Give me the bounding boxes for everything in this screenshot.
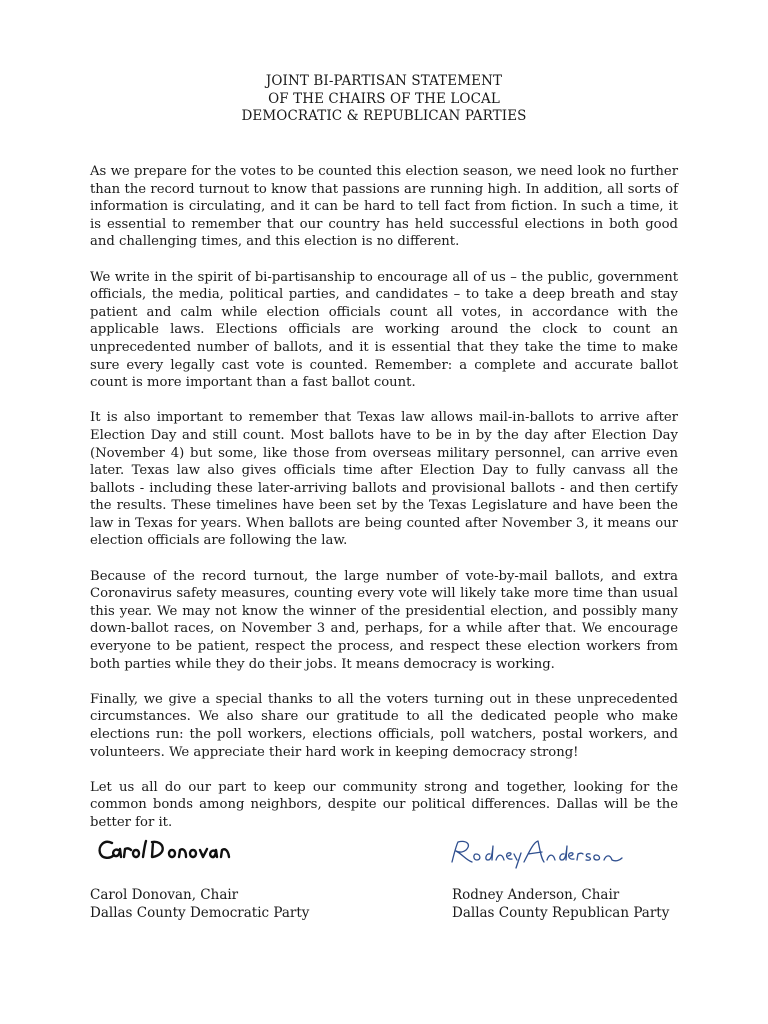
signer-left-organization: Dallas County Democratic Party [90, 905, 310, 921]
title-line-1: JOINT BI-PARTISAN STATEMENT [265, 73, 503, 89]
signer-right-name: Rodney Anderson, Chair [452, 887, 620, 903]
signer-right-organization: Dallas County Republican Party [452, 905, 670, 921]
statement-title [0, 73, 768, 126]
signer-left-name: Carol Donovan, Chair [90, 887, 239, 903]
paragraph-record-turnout: Because of the record turnout, the large number of vote-by-mail ballots, and extra Coronavirus safety measures, counting every vote will likely take more time than usual this year. We may not know the winner of the presidential election, and possibly many down-ballot races, on November 3 and, perhaps, for a while after that. We encourage everyone to be patient, respect the process, and respect these election workers from both parties while they do their jobs. It means democracy is working. [90, 568, 678, 672]
paragraph-bipartisanship: We write in the spirit of bi-partisanship to encourage all of us – the public, government officials, the media, political parties, and candidates – to take a deep breath and stay patient and calm while election officials count all votes, in accordance with the applicable laws. Elections officials are working around the clock to count an unprecedented number of ballots, and it is essential that they take the time to make sure every legally cast vote is counted. Remember: a complete and accurate ballot count is more important than a fast ballot count. [90, 269, 678, 391]
signer-left [90, 886, 309, 922]
signature-rodney-anderson [446, 836, 626, 870]
paragraph-intro: As we prepare for the votes to be counted this election season, we need look no further than the record turnout to know that passions are running high. In addition, all sorts of information is circulating, and it can be hard to tell fact from fiction. In such a time, it is essential to remember that our country has held successful elections in both good and challenging times, and this election is no different. [90, 164, 678, 250]
paragraph-thanks: Finally, we give a special thanks to all the voters turning out in these unprecedented circumstances. We also share our gratitude to all the dedicated people who make elections run: the poll workers, elections officials, poll watchers, postal workers, and volunteers. We appreciate their hard work in keeping democracy strong! [90, 691, 678, 760]
signature-left-image [96, 836, 236, 866]
signature-carol-donovan [96, 836, 236, 866]
statement-body [90, 163, 678, 832]
signature-right-image [446, 836, 626, 870]
paragraph-closing: Let us all do our part to keep our community strong and together, looking for the common bonds among neighbors, despite our political differences. Dallas will be the better for it. [90, 779, 678, 830]
signer-right [452, 886, 669, 922]
paragraph-texas-law: It is also important to remember that Texas law allows mail-in-ballots to arrive after Election Day and still count. Most ballots have to be in by the day after Election Day (November 4) but some, like those from overseas military personnel, can arrive even later. Texas law also gives officials time after Election Day to fully canvass all the ballots - including these later-arriving ballots and provisional ballots - and then certify the results. These timelines have been set by the Texas Legislature and have been the law in Texas for years. When ballots are being counted after November 3, it means our election officials are following the law. [90, 410, 678, 549]
title-line-2: OF THE CHAIRS OF THE LOCAL [268, 90, 500, 107]
title-line-3: DEMOCRATIC & REPUBLICAN PARTIES [241, 108, 527, 124]
